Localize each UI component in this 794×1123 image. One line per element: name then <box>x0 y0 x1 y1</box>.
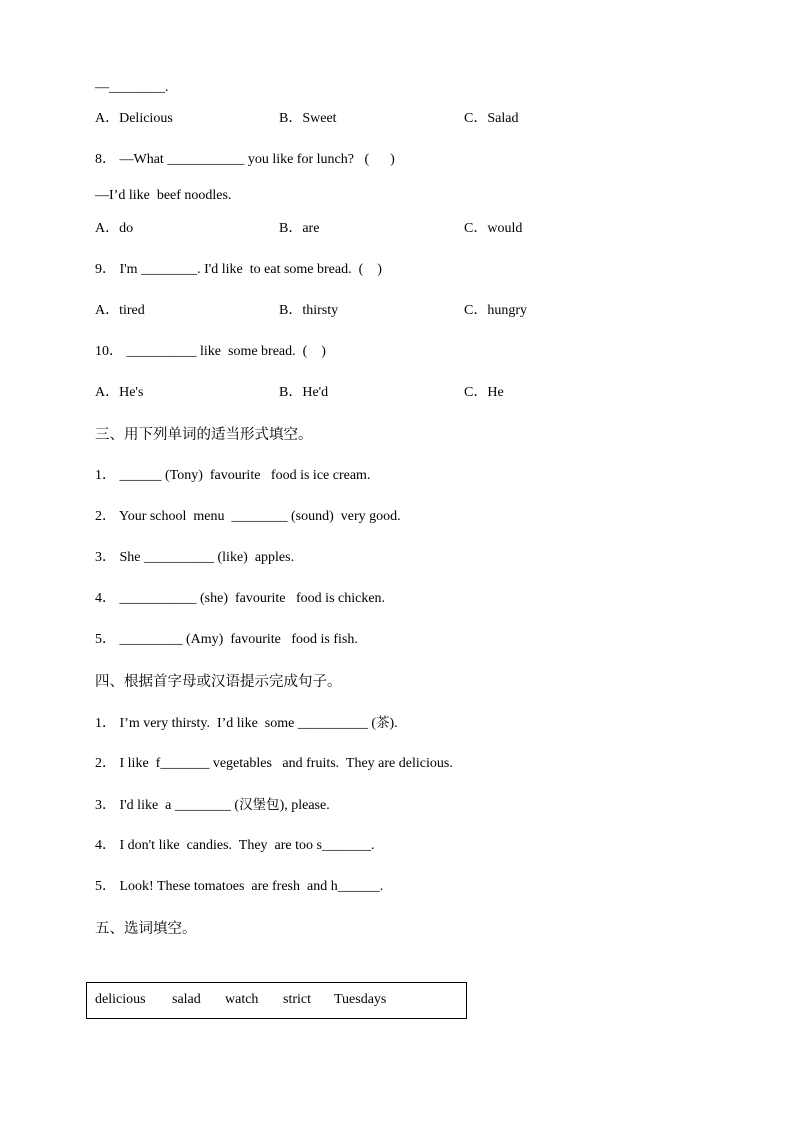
section4-item: 5． Look! These tomatoes are fresh and h______. <box>95 879 384 894</box>
section4-title: 四、根据首字母或汉语提示完成句子。 <box>95 674 342 690</box>
q9-option-b: B．thirsty <box>279 303 339 318</box>
word-bank-item: strict <box>283 992 311 1007</box>
section4-item: 4． I don't like candies. They are too s_______. <box>95 838 375 853</box>
section3-item: 3． She __________ (like) apples. <box>95 550 295 565</box>
section4-item: 1． I’m very thirsty. I’d like some __________ (茶). <box>95 715 398 731</box>
q9-option-c: C．hungry <box>464 303 527 318</box>
q8-option-a: A．do <box>95 221 134 236</box>
q7-option-b: B．Sweet <box>279 111 337 126</box>
section3-title: 三、用下列单词的适当形式填空。 <box>95 427 313 443</box>
word-bank-item: delicious <box>95 992 146 1007</box>
section3-item: 4． ___________ (she) favourite food is chicken. <box>95 591 386 606</box>
section3-item: 1． ______ (Tony) favourite food is ice cream. <box>95 468 371 483</box>
q9-question: 9． I'm ________. I'd like to eat some bread. ( ) <box>95 262 382 277</box>
q7-option-a: A．Delicious <box>95 111 173 126</box>
q9-option-a: A．tired <box>95 303 145 318</box>
word-bank-item: salad <box>172 992 201 1007</box>
section4-item: 2． I like f_______ vegetables and fruits. They are delicious. <box>95 756 453 771</box>
q8-option-c: C．would <box>464 221 523 236</box>
section3-item: 5． _________ (Amy) favourite food is fish. <box>95 632 358 647</box>
section4-item: 3． I'd like a ________ (汉堡包), please. <box>95 797 330 813</box>
q10-option-a: A．He's <box>95 385 144 400</box>
q10-option-b: B．He'd <box>279 385 329 400</box>
q10-option-c: C．He <box>464 385 504 400</box>
q7-option-c: C．Salad <box>464 111 519 126</box>
section5-title: 五、选词填空。 <box>95 921 197 937</box>
word-bank-item: Tuesdays <box>334 992 387 1007</box>
q10-question: 10． __________ like some bread. ( ) <box>95 344 326 359</box>
q7-answer-line: —________. <box>95 80 169 95</box>
word-bank-item: watch <box>225 992 259 1007</box>
q8-option-b: B．are <box>279 221 320 236</box>
q8-question: 8． —What ___________ you like for lunch? ( ) <box>95 152 395 167</box>
word-bank-box <box>86 982 467 1019</box>
q8-answer: —I’d like beef noodles. <box>95 188 232 203</box>
section3-item: 2． Your school menu ________ (sound) very good. <box>95 509 401 524</box>
